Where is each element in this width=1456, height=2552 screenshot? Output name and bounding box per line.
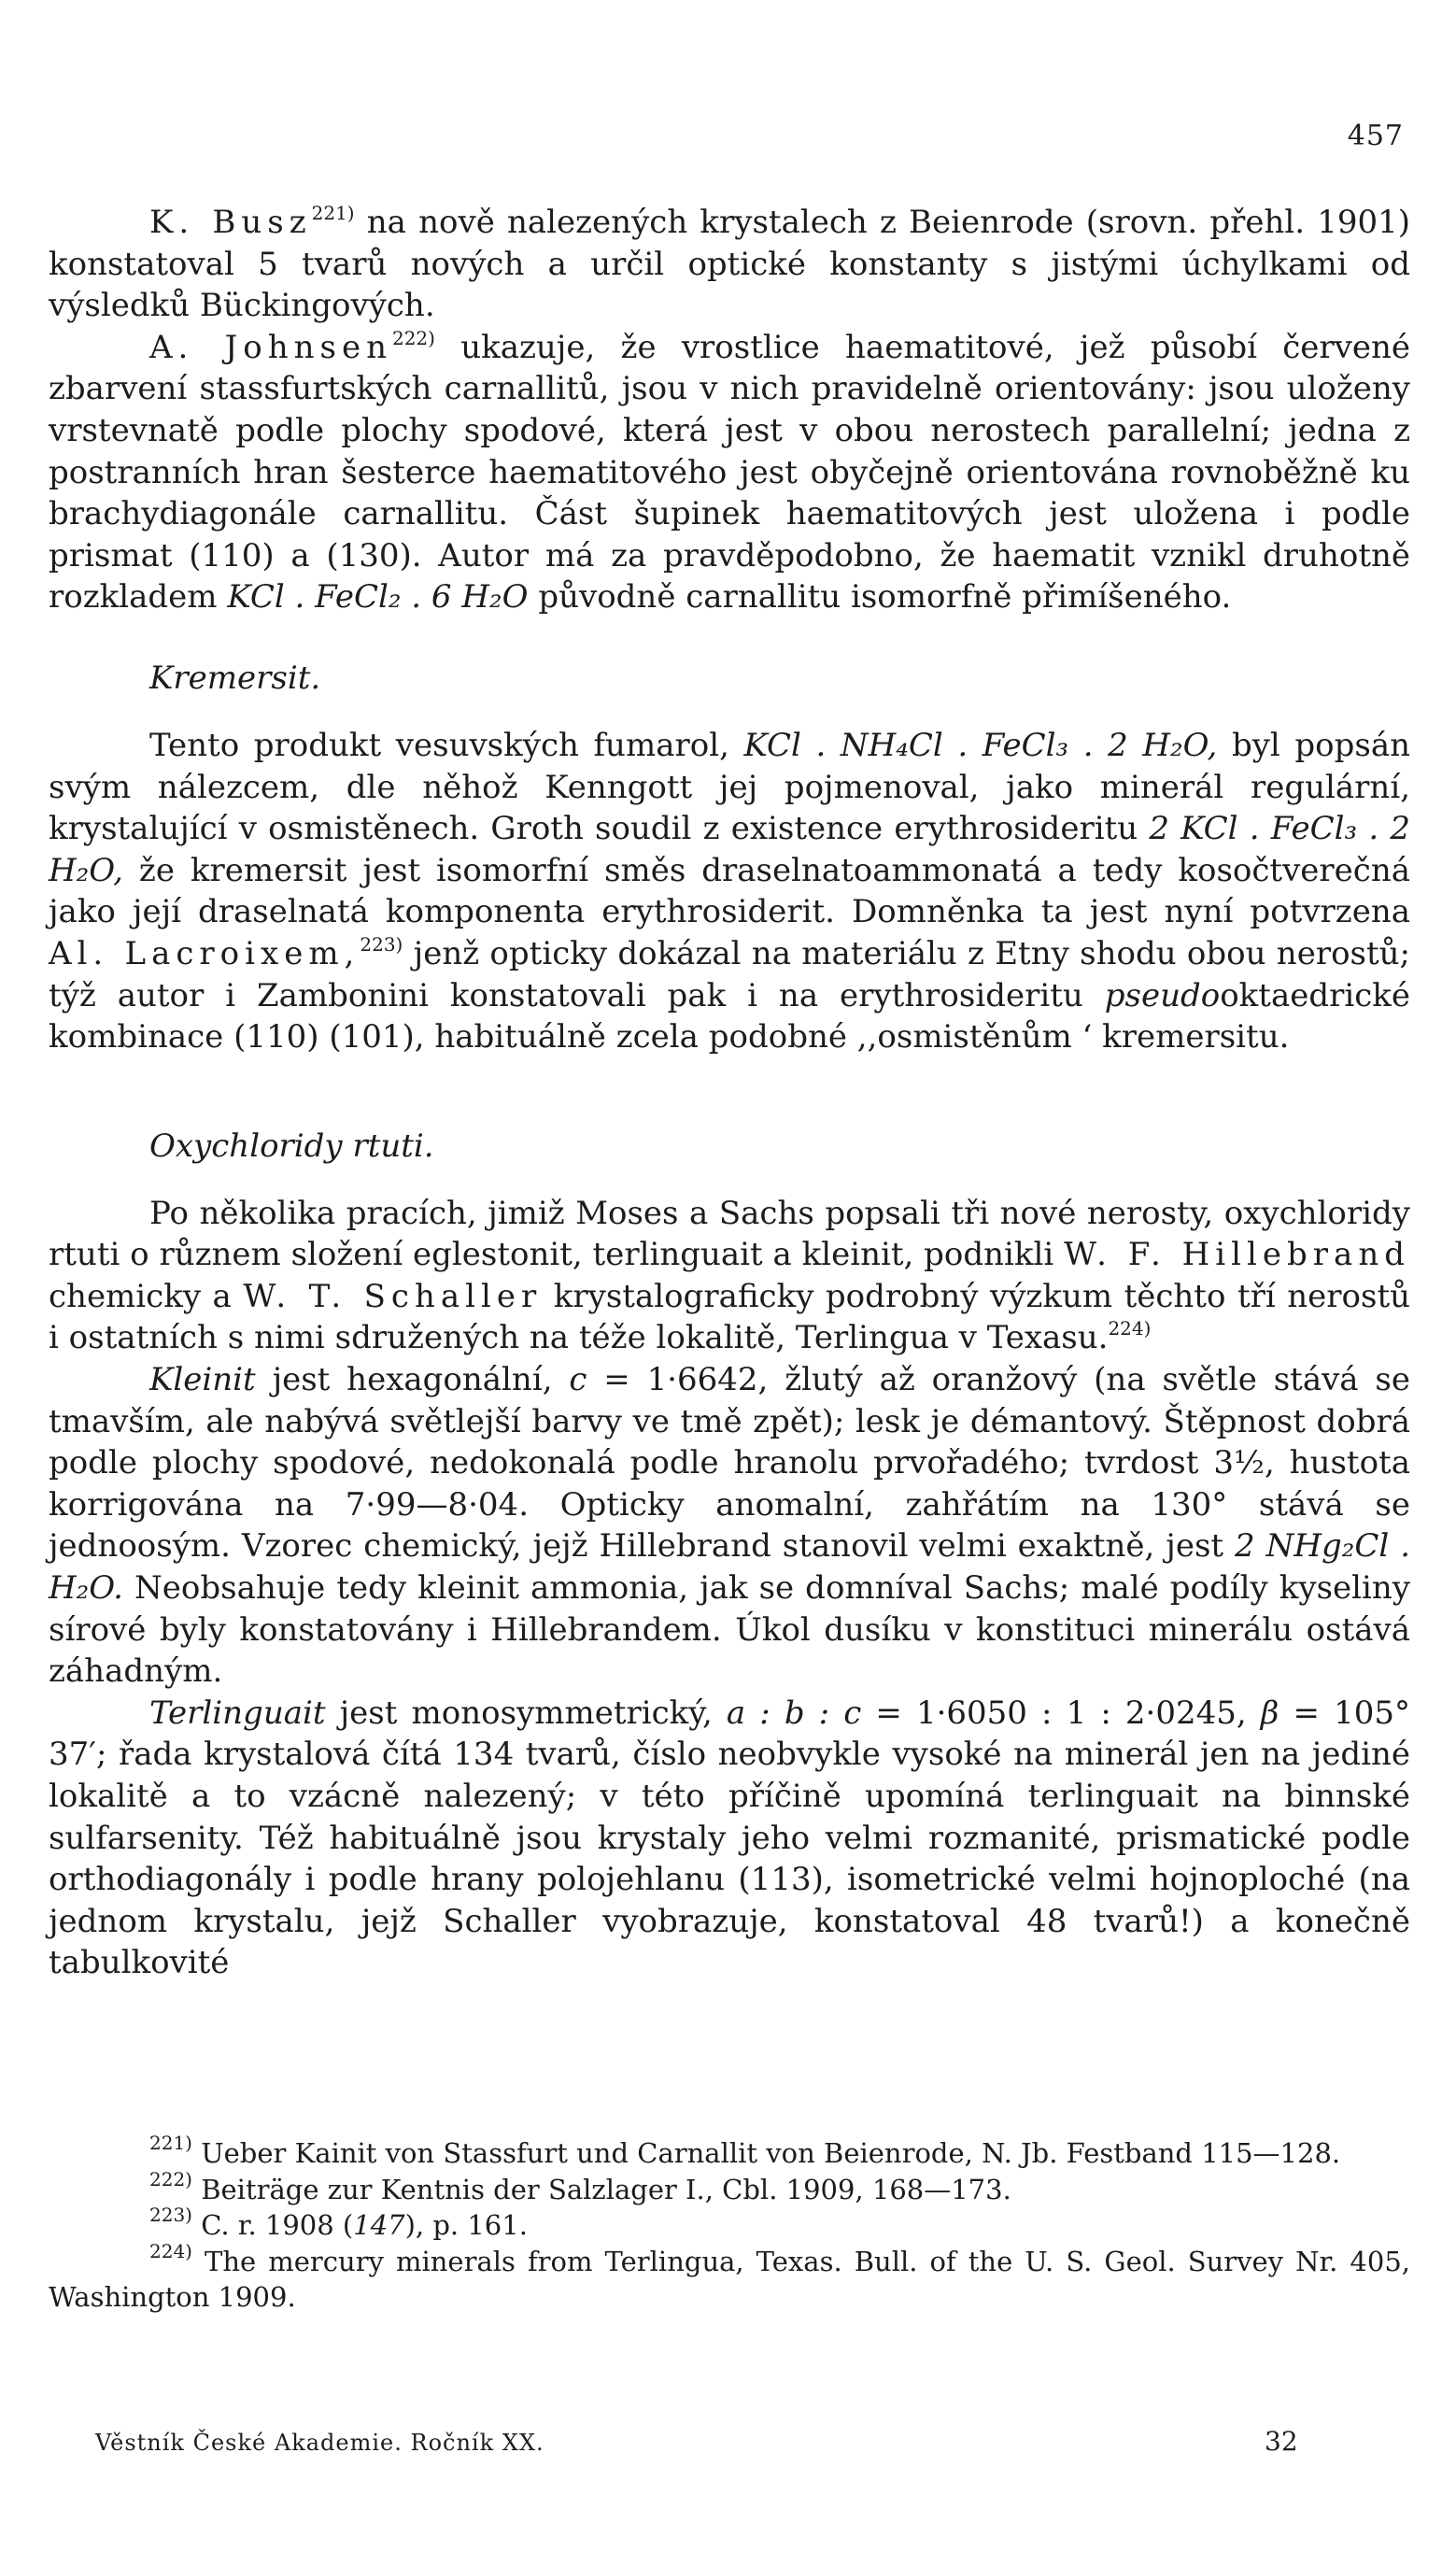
paragraph-kleinit-text-a: jest hexagonální, bbox=[255, 1361, 570, 1399]
formula-kremersit: KCl . NH₄Cl . FeCl₃ . 2 H₂O, bbox=[743, 726, 1218, 764]
heading-oxychloridy: Oxychloridy rtuti. bbox=[149, 1127, 434, 1165]
footnote-221 bbox=[49, 2132, 1410, 2172]
footnote-mark-224: 224) bbox=[149, 2239, 192, 2262]
author-lacroix: Al. Lacroixem, bbox=[49, 934, 360, 972]
paragraph-oxy-text-c: krystalograficky podrobný výzkum těchto tří nerostů i ostatních s nimi sdružených na téže lokalitě, Terlingua v Texasu. bbox=[49, 1277, 1411, 1357]
footnote-ref-222: 222) bbox=[391, 326, 435, 349]
body-text bbox=[49, 202, 1410, 1984]
paragraph-busz-text: na nově nalezených krystalech z Beienrode (srovn. přehl. 1901) konstatoval 5 tvarů nových a určil optické konstanty s jistými úchylkami od výsledků Bückingových. bbox=[49, 204, 1410, 325]
footnote-mark-221: 221) bbox=[149, 2132, 192, 2154]
footnote-ref-223: 223) bbox=[360, 932, 403, 956]
paragraph-johnsen-text-b: původně carnallitu isomorfně přimíšeného. bbox=[528, 578, 1232, 617]
author-johnsen: A. Johnsen bbox=[149, 328, 392, 366]
footer-sheet-number: 32 bbox=[1265, 2426, 1298, 2457]
footer-journal: Věstník České Akademie. Ročník XX. bbox=[95, 2430, 544, 2456]
paragraph-terlinguait bbox=[49, 1693, 1410, 1984]
paragraph-oxychloridy bbox=[49, 1193, 1410, 1359]
paragraph-oxy-text-b: chemicky a bbox=[49, 1277, 244, 1315]
axis-ratio: a : b : c bbox=[726, 1694, 862, 1732]
paragraph-kremersit-text-e: oktaedrické kombinace (110) (101), habituálně zcela podobné ,,osmistěnům ‘ kremersitu. bbox=[49, 976, 1410, 1056]
paragraph-johnsen-text-a: ukazuje, že vrostlice haematitové, jež působí červené zbarvení stassfurtských carnallitů, jsou v nich pravidelně orientovány: jsou uloženy vrstevnatě podle plochy spodové, která jest v obou nerostech parallelní; jedna z postranních hran šesterce haematitového jest obyčejně orientována rovnoběžně ku brachydiagonále carnallitu. Část šupinek haematitových jest uložena i podle prismat (110) a (130). Autor má za pravděpodobno, že haematit vznikl druhotně rozkladem bbox=[49, 328, 1410, 617]
footnote-224-text: The mercury minerals from Terlingua, Texas. Bull. of the U. S. Geol. Survey Nr. 405, Washington 1909. bbox=[49, 2245, 1410, 2313]
paragraph-terlinguait-text-a: jest monosymmetrický, bbox=[325, 1694, 727, 1732]
paragraph-oxy-text-a: Po několika pracích, jimiž Moses a Sachs popsali tři nové nerosty, oxychloridy rtuti o různem složení eglestonit, terlinguait a kleinit, podnikli bbox=[49, 1194, 1410, 1274]
page-number: 457 bbox=[1347, 120, 1404, 152]
paragraph-kleinit-text-b: = 1·6642, žlutý až oranžový (na světle stává se tmavším, ale nabývá světlejší barvy ve tmě zpět); lesk je démantový. Štěpnost dobrá podle plochy spodové, nedokonalá podle hranolu prvořadého; tvrdost 3½, hustota korrigována na 7·99—8·04. Opticky anomalní, zahřátím na 130° stává se jednoosým. Vzorec chemický, jejž Hillebrand stanovil velmi exaktně, jest bbox=[49, 1361, 1410, 1566]
pseudo-prefix: pseudo bbox=[1104, 976, 1221, 1014]
paragraph-kremersit-text-d: jenž opticky dokázal na materiálu z Etny shodu obou nerostů; týž autor i Zambonini konstatovali pak i na erythrosideritu bbox=[49, 934, 1411, 1014]
paragraph-kremersit-text-a: Tento produkt vesuvských fumarol, bbox=[149, 726, 744, 764]
mineral-name-kleinit: Kleinit bbox=[149, 1361, 256, 1399]
footnote-223-text-b: ), p. 161. bbox=[404, 2209, 528, 2241]
mineral-name-terlinguait: Terlinguait bbox=[149, 1694, 326, 1732]
footnote-ref-221: 221) bbox=[311, 202, 355, 224]
paragraph-terlinguait-text-c: = 105° 37′; řada krystalová čítá 134 tvarů, číslo neobvykle vysoké na minerál jen na jediné lokalitě a to vzácně nalezený; v této příčině upomíná terlinguait na binnské sulfarsenity. Též habituálně jsou krystaly jeho velmi rozmanité, prismatické podle orthodiagonály i podle hrany polojehlanu (113), isometrické velmi hojnoploché (na jednom krystalu, jejž Schaller vyobrazuje, konstatoval 48 tvarů!) a konečně tabulkovité bbox=[49, 1694, 1411, 1982]
footnote-223 bbox=[49, 2204, 1410, 2244]
formula-kleinit: 2 NHg₂Cl . H₂O. bbox=[49, 1527, 1410, 1608]
formula-erythrosiderit: 2 KCl . FeCl₃ . 2 H₂O, bbox=[49, 810, 1410, 889]
paragraph-kleinit bbox=[49, 1359, 1410, 1693]
paragraph-kremersit bbox=[49, 725, 1410, 1058]
paragraph-kremersit-text-c: že kremersit jest isomorfní směs draselnatoammonatá a tedy kosočtverečná jako její draselnatá komponenta erythrosiderit. Domněnka ta jest nyní potvrzena bbox=[49, 851, 1410, 931]
footnote-mark-222: 222) bbox=[149, 2167, 192, 2190]
footnote-mark-223: 223) bbox=[149, 2204, 192, 2226]
angle-beta: β bbox=[1260, 1694, 1279, 1732]
footnote-223-volume: 147 bbox=[353, 2209, 405, 2241]
heading-kremersit: Kremersit. bbox=[149, 659, 321, 697]
footnote-222 bbox=[49, 2167, 1410, 2208]
footnote-ref-224: 224) bbox=[1108, 1317, 1152, 1340]
paragraph-johnsen bbox=[49, 327, 1410, 618]
paragraph-terlinguait-text-b: = 1·6050 : 1 : 2·0245, bbox=[861, 1694, 1261, 1732]
footnote-222-text: Beiträge zur Kentnis der Salzlager I., Cbl. 1909, 168—173. bbox=[191, 2173, 1011, 2205]
formula-carnallite-iron: KCl . FeCl₂ . 6 H₂O bbox=[227, 578, 529, 617]
footnotes bbox=[49, 2132, 1410, 2316]
author-schaller: W. T. Schaller bbox=[243, 1277, 543, 1315]
author-hillebrand: W. F. Hillebrand bbox=[1064, 1236, 1410, 1274]
footnote-224 bbox=[49, 2239, 1410, 2316]
paragraph-kleinit-text-c: Neobsahuje tedy kleinit ammonia, jak se domníval Sachs; malé podíly kyseliny sírové byly konstatovány i Hillebrandem. Úkol dusíku v konstituci minerálu ostává záhadným. bbox=[49, 1569, 1410, 1691]
paragraph-kremersit-text-b: byl popsán svým nálezcem, dle něhož Kenngott jej pojmenoval, jako minerál regulární, krystalující v osmistěnech. Groth soudil z existence erythrosideritu bbox=[49, 726, 1411, 848]
author-busz: K. Busz bbox=[149, 204, 312, 241]
constant-c: c bbox=[569, 1361, 587, 1399]
footnote-223-text-a: C. r. 1908 ( bbox=[191, 2209, 354, 2241]
footnote-221-text: Ueber Kainit von Stassfurt und Carnallit von Beienrode, N. Jb. Festband 115—128. bbox=[191, 2137, 1341, 2169]
paragraph-busz bbox=[49, 202, 1410, 327]
